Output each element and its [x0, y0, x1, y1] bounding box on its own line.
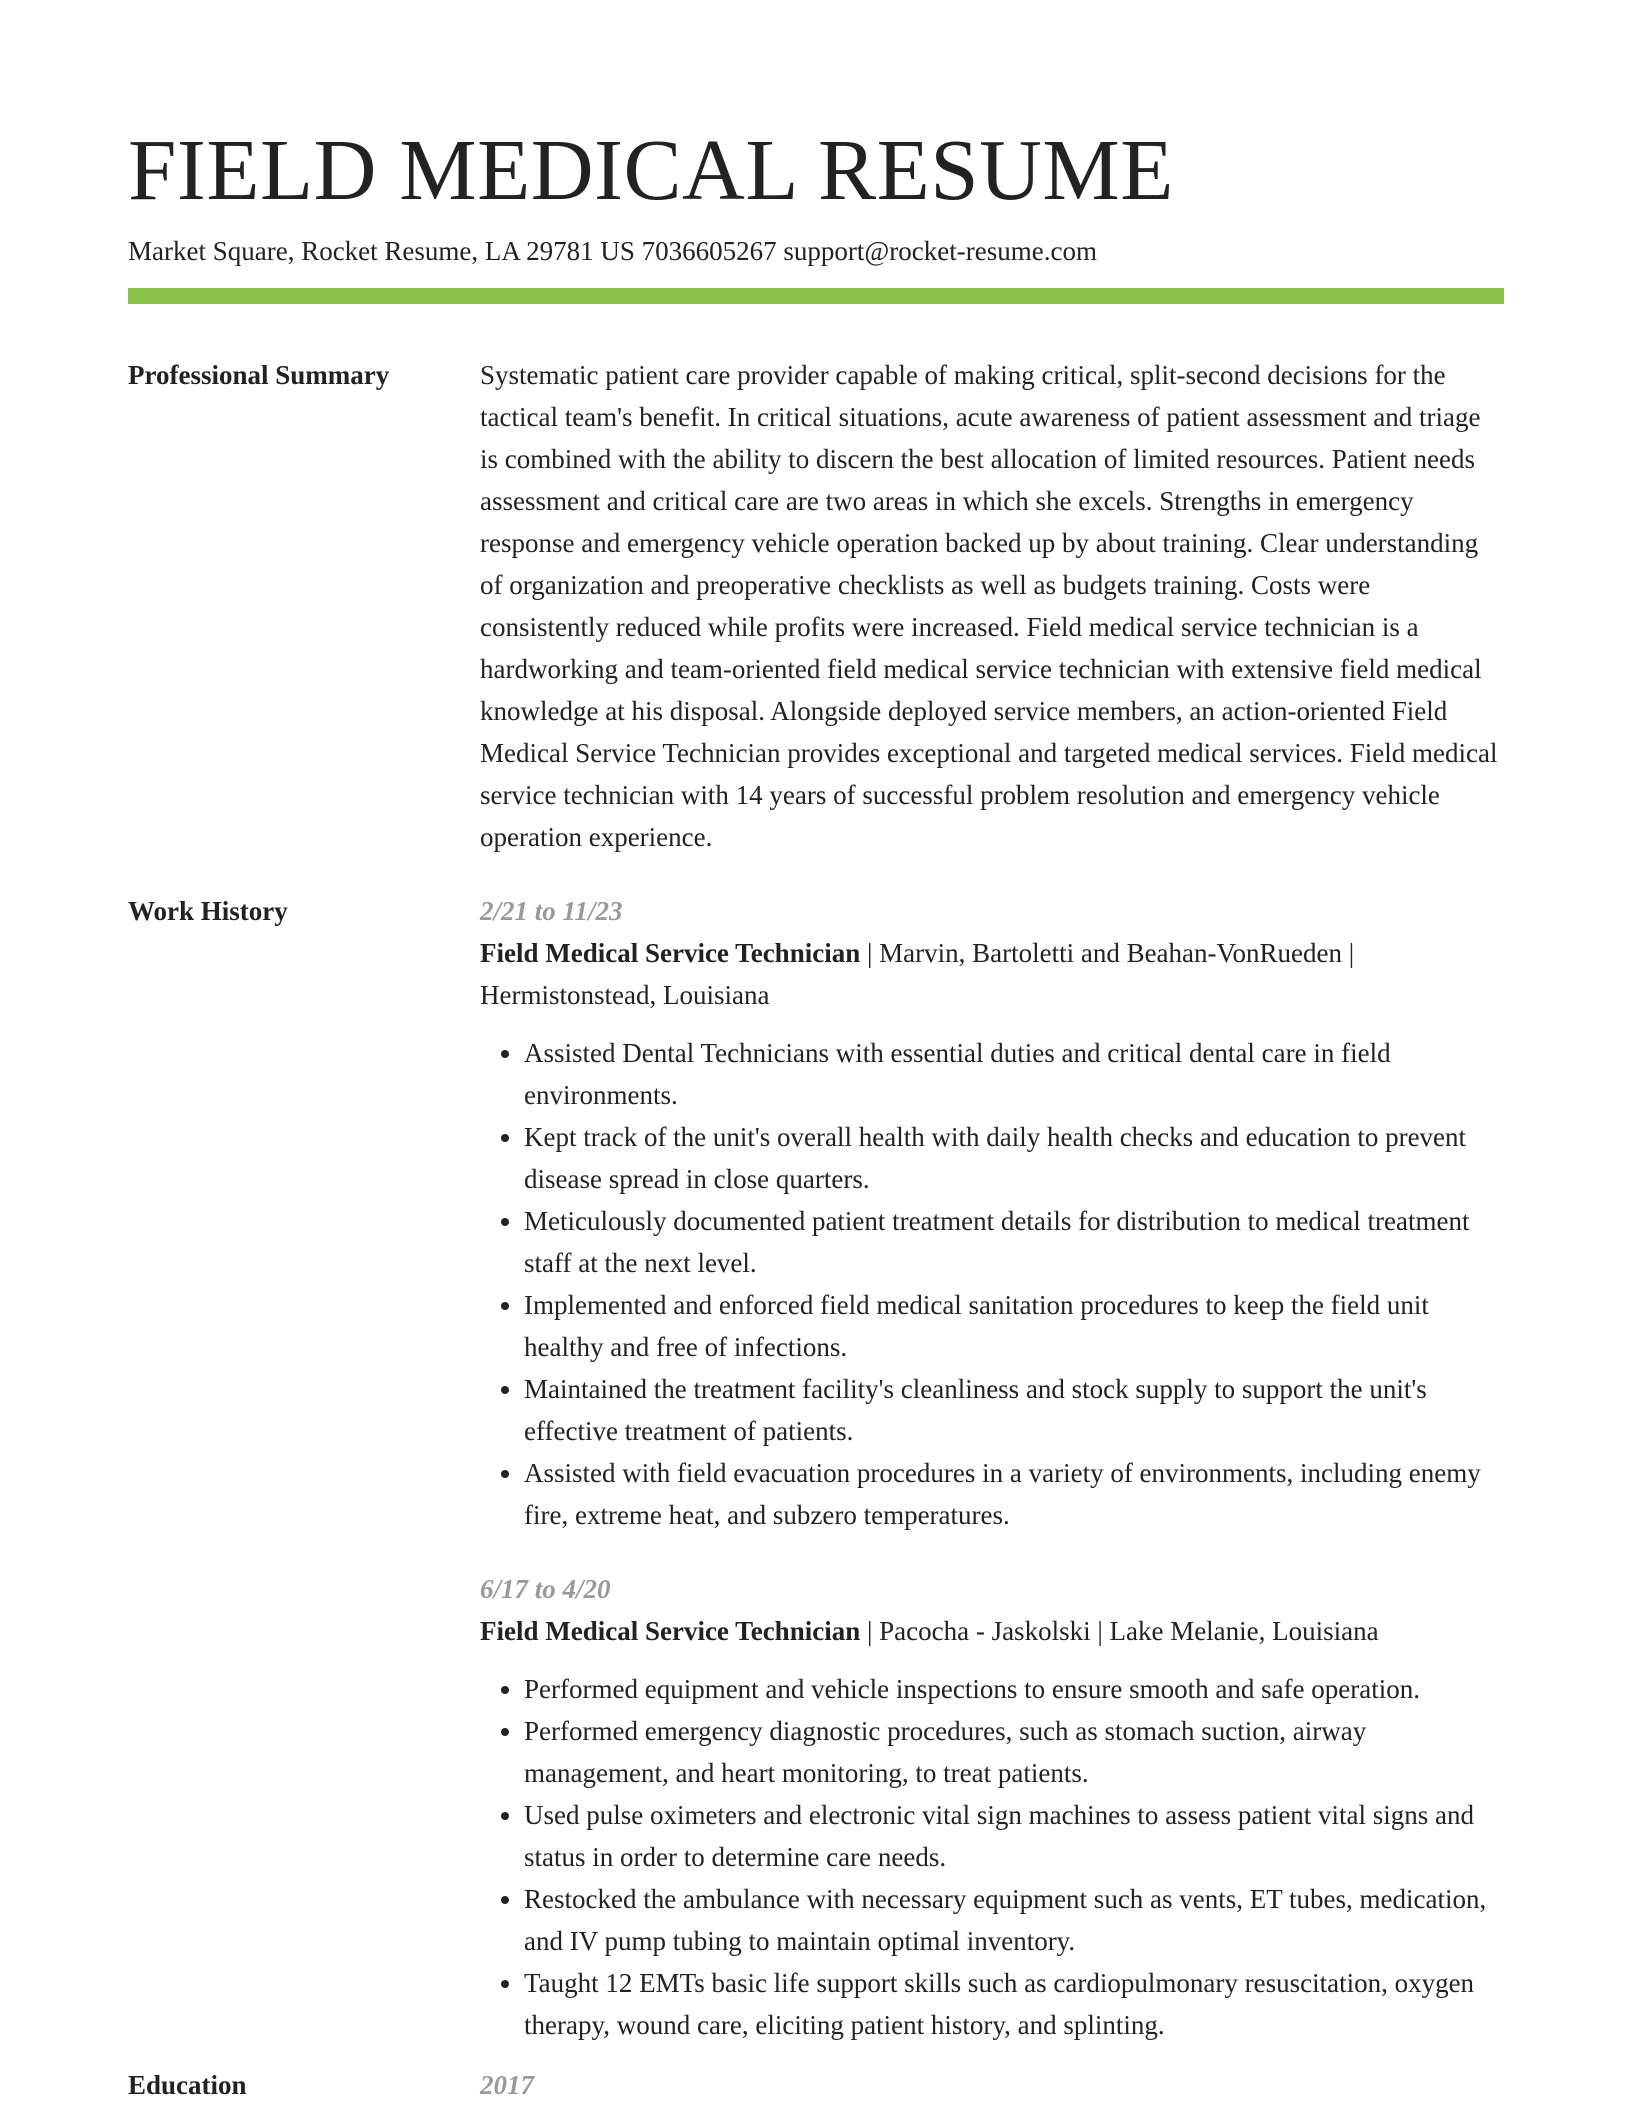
job-duty: • Implemented and enforced field medical sanitation procedures to keep the field unit healthy and free of infections.	[524, 1284, 1504, 1368]
job-duty: • Used pulse oximeters and electronic vital sign machines to assess patient vital signs and status in order to determine care needs.	[524, 1794, 1504, 1878]
education-dates: 2017	[480, 2070, 534, 2100]
section-label-summary: Professional Summary	[128, 360, 390, 390]
job-duties-list	[480, 1668, 1504, 2046]
contact-line: Market Square, Rocket Resume, LA 29781 US 7036605267 support@rocket-resume.com	[128, 236, 1097, 266]
job-duty: • Taught 12 EMTs basic life support skills such as cardiopulmonary resuscitation, oxygen therapy, wound care, eliciting patient history, and splinting.	[524, 1962, 1504, 2046]
job-title: Field Medical Service Technician	[480, 1616, 861, 1646]
job-entry	[480, 1568, 1504, 2046]
job-duty: • Maintained the treatment facility's cleanliness and stock supply to support the unit's effective treatment of patients.	[524, 1368, 1504, 1452]
job-duty: • Kept track of the unit's overall health with daily health checks and education to prevent disease spread in close quarters.	[524, 1116, 1504, 1200]
job-duties-list	[480, 1032, 1504, 1536]
job-dates: 6/17 to 4/20	[480, 1574, 611, 1604]
job-duty: • Performed emergency diagnostic procedures, such as stomach suction, airway management, and heart monitoring, to treat patients.	[524, 1710, 1504, 1794]
job-entry	[480, 890, 1504, 1536]
section-label-work-history: Work History	[128, 896, 288, 926]
job-heading	[480, 932, 1504, 1016]
job-title: Field Medical Service Technician	[480, 938, 861, 968]
resume-title: FIELD MEDICAL RESUME	[128, 121, 1174, 218]
job-duty: • Meticulously documented patient treatment details for distribution to medical treatment staff at the next level.	[524, 1200, 1504, 1284]
job-employer-location: | Marvin, Bartoletti and Beahan-VonRueden | Hermistonstead, Louisiana	[480, 938, 1355, 1010]
job-heading	[480, 1610, 1504, 1652]
job-duty: • Assisted Dental Technicians with essential duties and critical dental care in field environments.	[524, 1032, 1504, 1116]
resume-page	[128, 0, 1504, 2106]
section-label-education: Education	[128, 2070, 247, 2100]
job-employer-location: | Pacocha - Jaskolski | Lake Melanie, Louisiana	[860, 1616, 1379, 1646]
job-duty: • Assisted with field evacuation procedures in a variety of environments, including enemy fire, extreme heat, and subzero temperatures.	[524, 1452, 1504, 1536]
job-dates: 2/21 to 11/23	[480, 896, 623, 926]
job-duty: • Restocked the ambulance with necessary equipment such as vents, ET tubes, medication, and IV pump tubing to maintain optimal inventory.	[524, 1878, 1504, 1962]
header-divider	[128, 288, 1504, 304]
summary-text: Systematic patient care provider capable of making critical, split-second decisions for the tactical team's benefit. In critical situations, acute awareness of patient assessment and triage is combined with the ability to discern the best allocation of limited resources. Patient needs assessment and critical care are two areas in which she excels. Strengths in emergency response and emergency vehicle operation backed up by about training. Clear understanding of organization and preoperative checklists as well as budgets training. Costs were consistently reduced while profits were increased. Field medical service technician is a hardworking and team-oriented field medical service technician with extensive field medical knowledge at his disposal. Alongside deployed service members, an action-oriented Field Medical Service Technician provides exceptional and targeted medical services. Field medical service technician with 14 years of successful problem resolution and emergency vehicle operation experience.	[480, 360, 1498, 852]
work-history-section	[128, 890, 1504, 2046]
education-section	[128, 2064, 1504, 2106]
job-duty: • Performed equipment and vehicle inspections to ensure smooth and safe operation.	[524, 1668, 1504, 1710]
professional-summary-section	[128, 354, 1504, 858]
